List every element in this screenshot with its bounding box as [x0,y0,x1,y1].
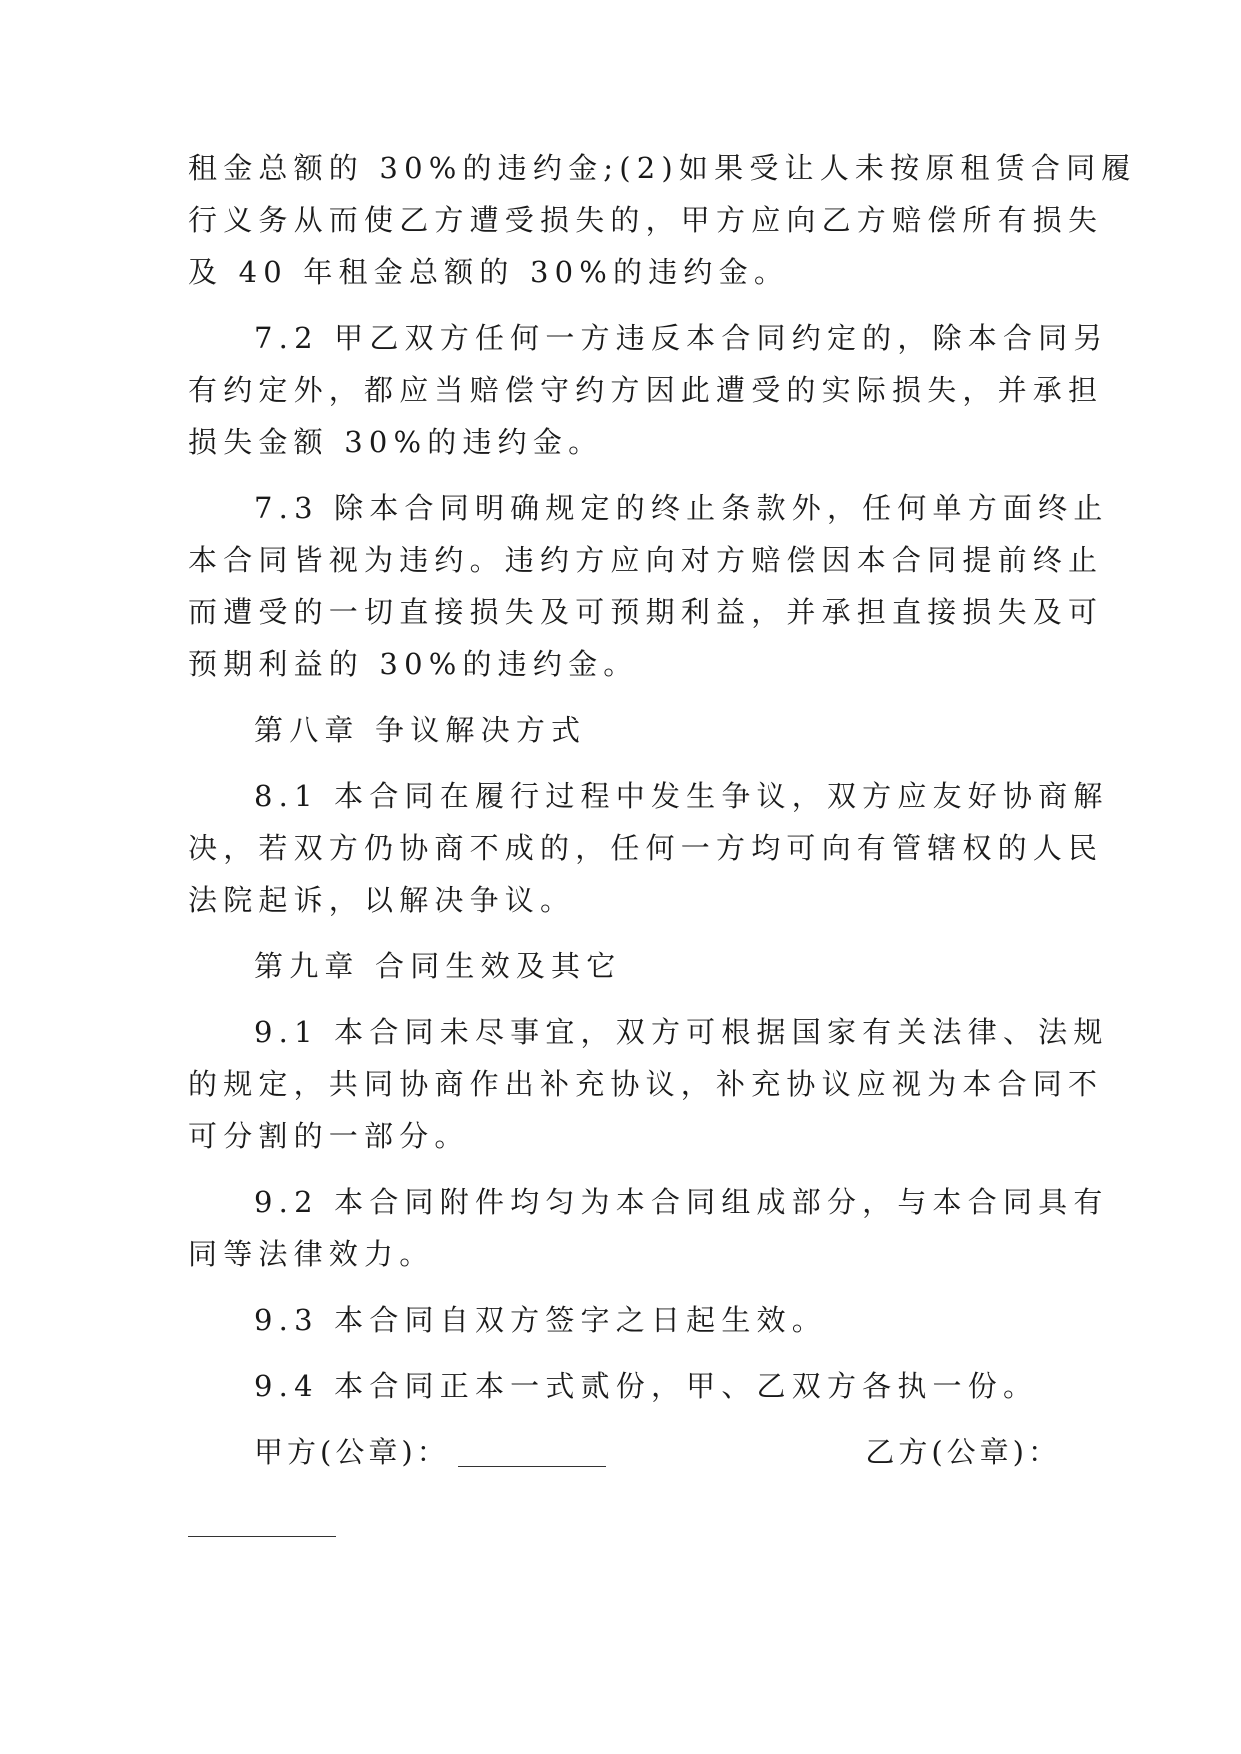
clause-7-3: 7.3 除本合同明确规定的终止条款外，任何单方面终止 [254,491,1109,525]
text-line: 及 40 年租金总额的 30%的违约金。 [188,255,790,289]
party-b-blank [188,1535,336,1537]
clause-7-2: 7.2 甲乙双方任何一方违反本合同约定的，除本合同另 [254,321,1109,355]
clause-9-1: 9.1 本合同未尽事宜，双方可根据国家有关法律、法规 [254,1015,1109,1049]
text-line: 租金总额的 30%的违约金;(2)如果受让人未按原租赁合同履 [188,151,1137,185]
text-line: 预期利益的 30%的违约金。 [188,647,639,681]
text-line: 而遭受的一切直接损失及可预期利益，并承担直接损失及可 [188,595,1104,629]
clause-8-1: 8.1 本合同在履行过程中发生争议，双方应友好协商解 [254,779,1109,813]
party-a-blank [458,1465,606,1467]
party-b-signature [865,1432,1061,1472]
text-line: 行义务从而使乙方遭受损失的，甲方应向乙方赔偿所有损失 [188,203,1104,237]
signature-row [254,1432,1061,1472]
text-line: 损失金额 30%的违约金。 [188,425,604,459]
clause-9-3: 9.3 本合同自双方签字之日起生效。 [254,1303,827,1337]
chapter-8-heading: 第八章 争议解决方式 [254,713,587,747]
clause-9-2: 9.2 本合同附件均匀为本合同组成部分，与本合同具有 [254,1185,1109,1219]
party-b-label: 乙方(公章)： [865,1435,1061,1469]
chapter-9-heading: 第九章 合同生效及其它 [254,949,622,983]
text-line: 的规定，共同协商作出补充协议，补充协议应视为本合同不 [188,1067,1104,1101]
text-line: 可分割的一部分。 [188,1119,470,1153]
party-a-signature [254,1432,606,1472]
text-line: 同等法律效力。 [188,1237,435,1271]
text-line: 本合同皆视为违约。违约方应向对方赔偿因本合同提前终止 [188,543,1104,577]
clause-9-4: 9.4 本合同正本一式贰份，甲、乙双方各执一份。 [254,1369,1039,1403]
text-line: 有约定外，都应当赔偿守约方因此遭受的实际损失，并承担 [188,373,1104,407]
party-a-label: 甲方(公章)： [254,1435,450,1469]
text-line: 法院起诉，以解决争议。 [188,883,576,917]
text-line: 决，若双方仍协商不成的，任何一方均可向有管辖权的人民 [188,831,1104,865]
